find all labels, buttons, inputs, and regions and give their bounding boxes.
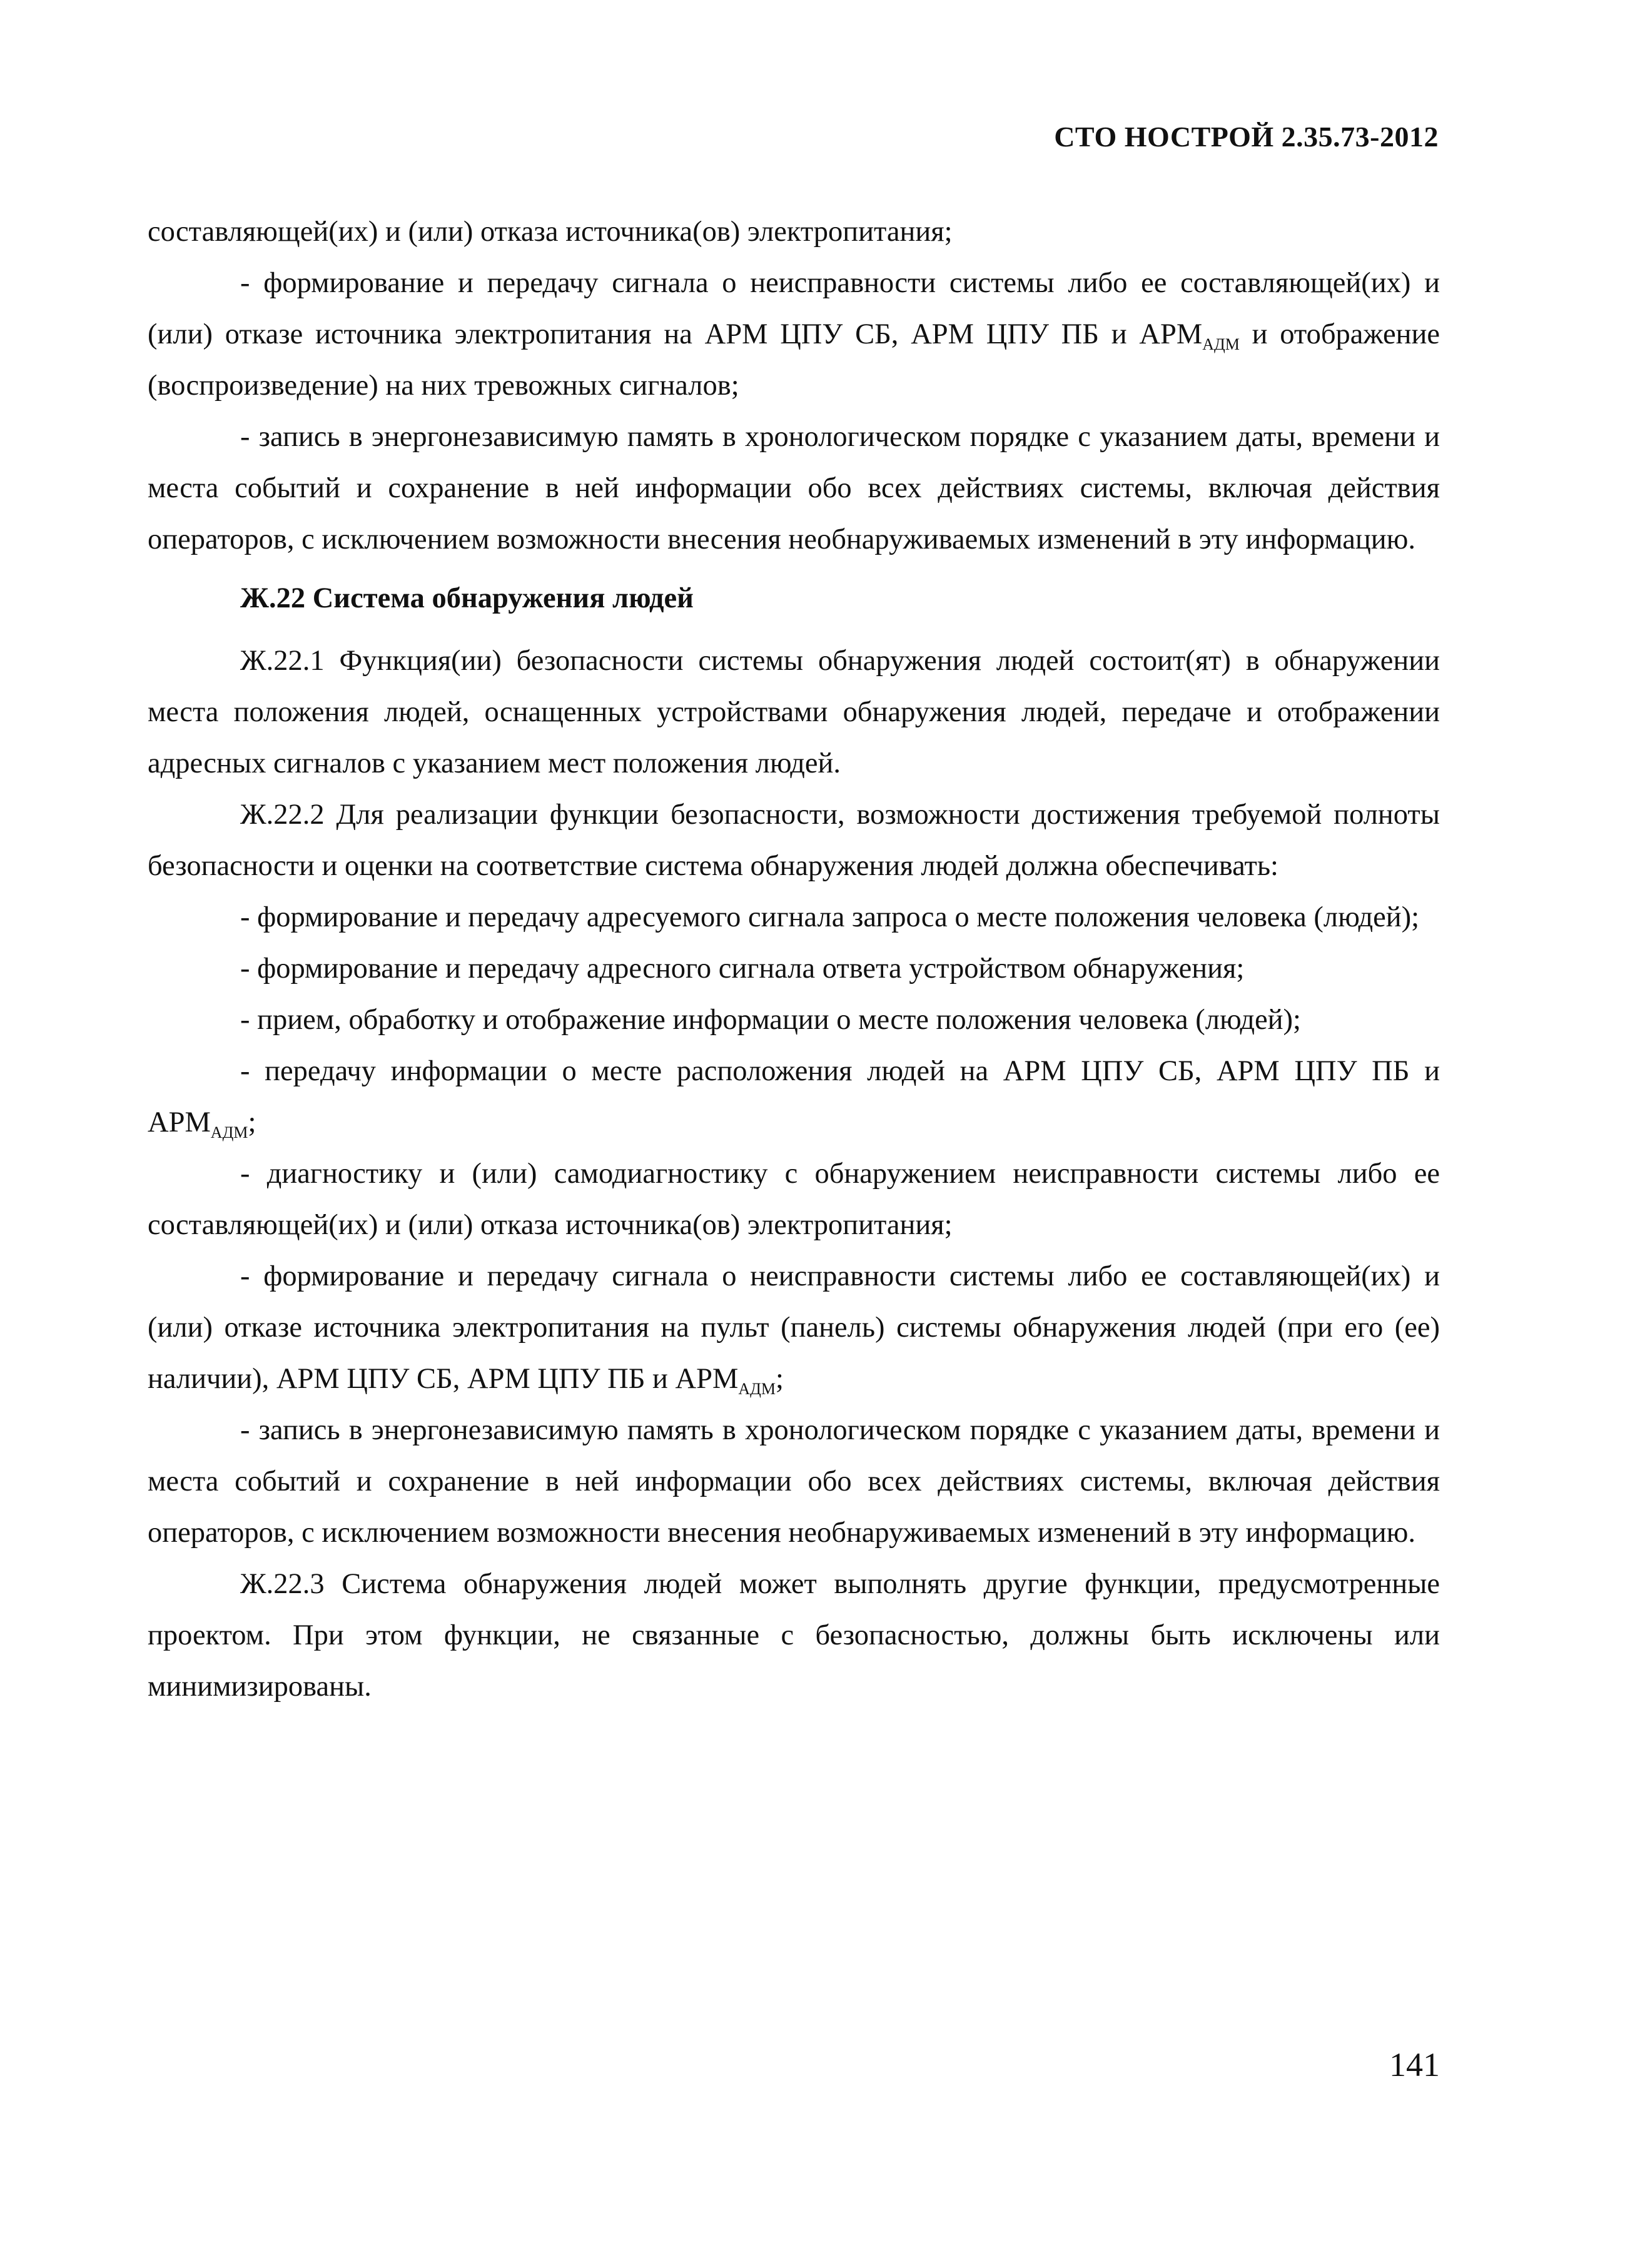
section-heading: Ж.22 Система обнаружения людей — [240, 582, 694, 614]
paragraph: составляющей(их) и (или) отказа источника(ов) электропитания; — [148, 216, 953, 248]
paragraph: - диагностику и (или) самодиагностику с обнаружением неисправности системы либо ее составляющей(их) и (или) отказа источника(ов) электропитания; — [148, 1158, 1440, 1241]
paragraph-text: ; — [775, 1363, 784, 1395]
paragraph: - прием, обработку и отображение информации о месте положения человека (людей); — [240, 1004, 1301, 1036]
paragraph: Ж.22.2 Для реализации функции безопасности, возможности достижения требуемой полноты безопасности и оценки на соответствие система обнаружения людей должна обеспечивать: — [148, 799, 1440, 882]
subscript: АДМ — [210, 1123, 248, 1142]
paragraph: - запись в энергонезависимую память в хронологическом порядке с указанием даты, времени и места событий и сохранение в ней информации обо всех действиях системы, включая действия операторов, с исключением возможности внесения необнаруживаемых изменений в эту информацию. — [148, 421, 1440, 555]
paragraph: - формирование и передачу адресуемого сигнала запроса о месте положения человека (людей); — [240, 901, 1420, 933]
page-number: 141 — [1389, 2046, 1440, 2083]
subscript: АДМ — [738, 1380, 776, 1398]
paragraph-text: и отображение (воспроизведение) на них тревожных сигналов; — [148, 318, 1440, 402]
paragraph-text: ; — [248, 1106, 256, 1138]
paragraph — [148, 1251, 1440, 1405]
document-body — [148, 206, 1440, 1713]
paragraph: Ж.22.1 Функция(ии) безопасности системы обнаружения людей состоит(ят) в обнаружении места положения людей, оснащенных устройствами обнаружения людей, передаче и отображении адресных сигналов с указанием мест положения людей. — [148, 645, 1440, 779]
subscript: АДМ — [1202, 335, 1240, 353]
paragraph-text: - формирование и передачу сигнала о неисправности системы либо ее составляющей(их) и (или) отказе источника электропитания на АРМ ЦПУ СБ, АРМ ЦПУ ПБ и АРМ — [148, 267, 1440, 350]
paragraph — [148, 258, 1440, 412]
paragraph: - формирование и передачу адресного сигнала ответа устройством обнаружения; — [240, 953, 1245, 985]
paragraph-text: - формирование и передачу сигнала о неисправности системы либо ее составляющей(их) и (или) отказе источника электропитания на пульт (панель) системы обнаружения людей (при его (ее) наличии), АРМ ЦПУ СБ, АРМ ЦПУ ПБ и АРМ — [148, 1260, 1440, 1395]
paragraph-text: - передачу информации о месте расположения людей на АРМ ЦПУ СБ, АРМ ЦПУ ПБ и АРМ — [148, 1055, 1440, 1138]
paragraph — [148, 1046, 1440, 1148]
paragraph: Ж.22.3 Система обнаружения людей может выполнять другие функции, предусмотренные проектом. При этом функции, не связанные с безопасностью, должны быть исключены или минимизированы. — [148, 1568, 1440, 1703]
paragraph: - запись в энергонезависимую память в хронологическом порядке с указанием даты, времени и места событий и сохранение в ней информации обо всех действиях системы, включая действия операторов, с исключением возможности внесения необнаруживаемых изменений в эту информацию. — [148, 1414, 1440, 1549]
document-header-code: СТО НОСТРОЙ 2.35.73-2012 — [1054, 121, 1439, 153]
